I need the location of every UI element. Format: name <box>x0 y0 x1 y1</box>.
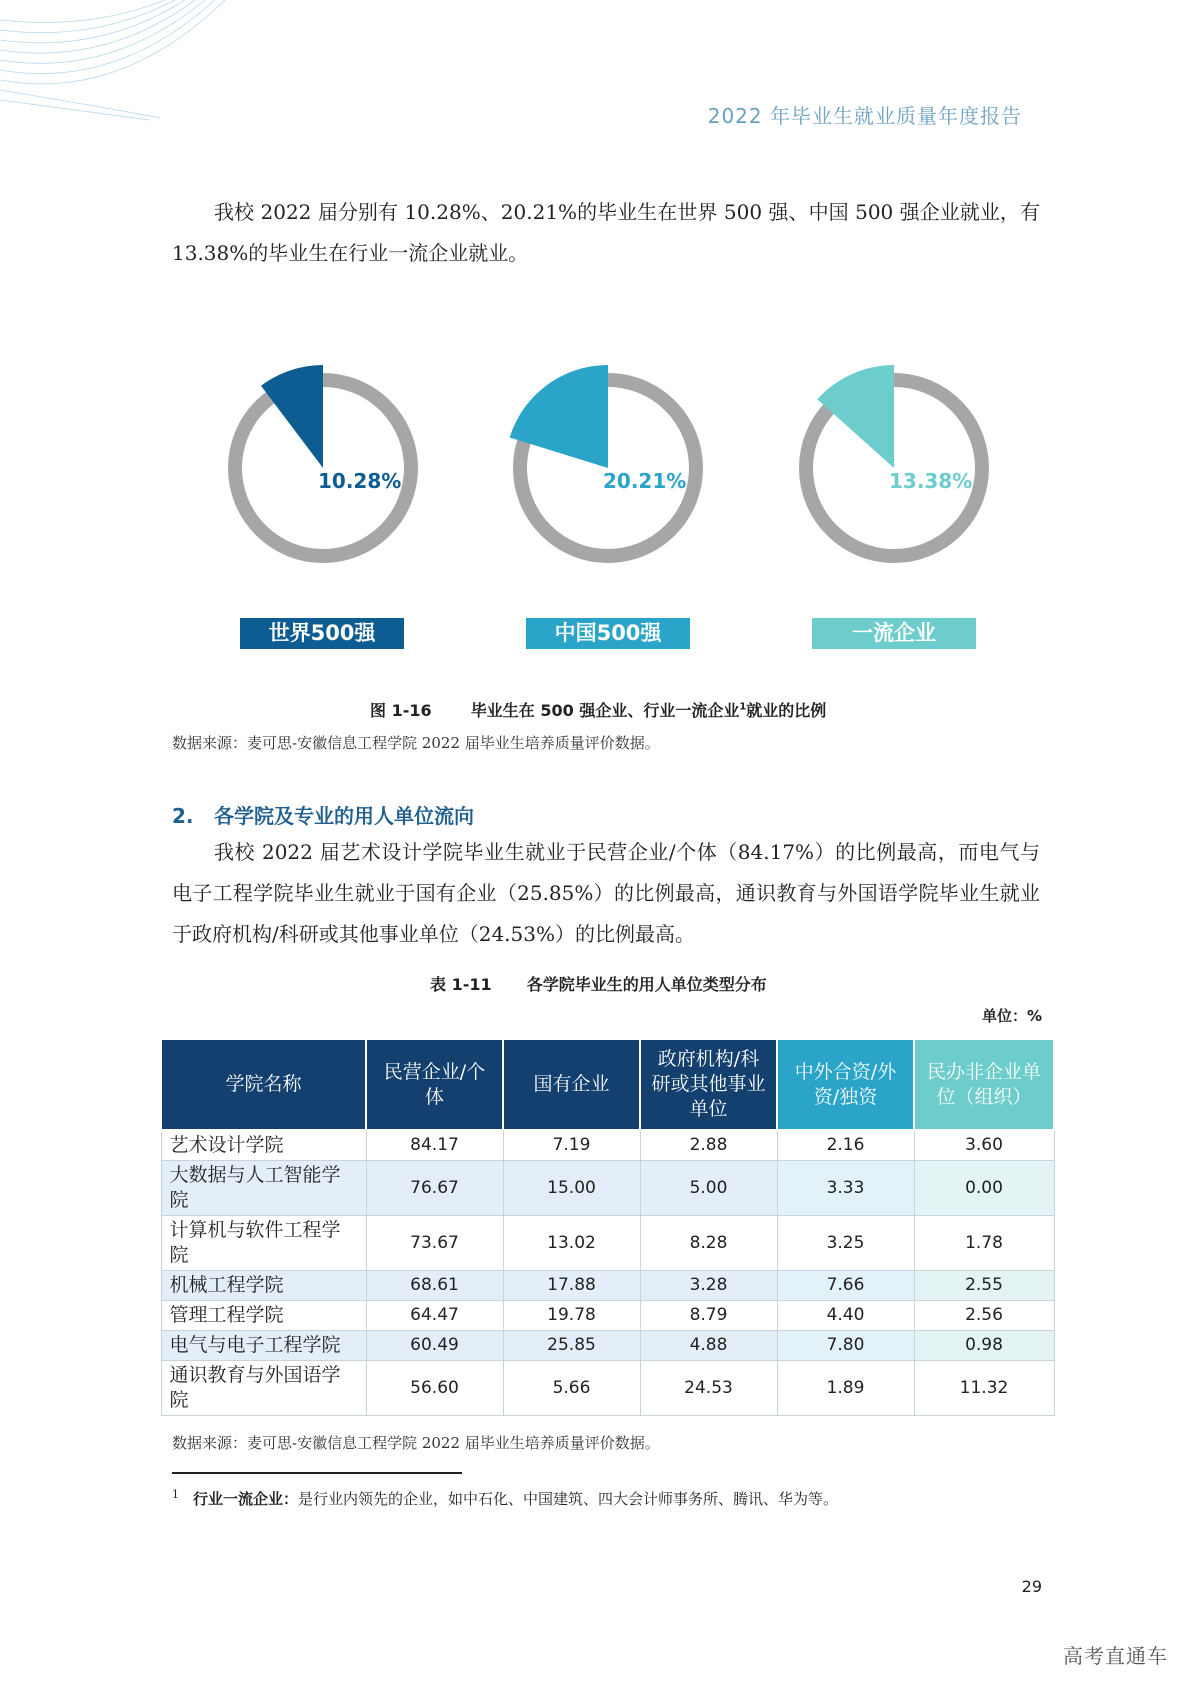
cell-value: 0.00 <box>914 1161 1054 1216</box>
cell-value: 2.56 <box>914 1301 1054 1331</box>
cell-value: 68.61 <box>366 1271 503 1301</box>
watermark: 高考直通车 <box>1063 1644 1168 1668</box>
col-header-college: 学院名称 <box>161 1039 366 1130</box>
cell-value: 11.32 <box>914 1361 1054 1416</box>
cell-value: 56.60 <box>366 1361 503 1416</box>
donut-chart-world500 <box>220 365 426 571</box>
cell-value: 13.02 <box>503 1216 640 1271</box>
cell-college-name: 艺术设计学院 <box>161 1130 366 1161</box>
cell-college-name: 通识教育与外国语学院 <box>161 1361 366 1416</box>
cell-value: 24.53 <box>640 1361 777 1416</box>
table-row <box>161 1301 1054 1331</box>
cell-value: 8.28 <box>640 1216 777 1271</box>
table-caption: 表 1-11 各学院毕业生的用人单位类型分布 <box>430 975 767 994</box>
donut-label-china500: 中国500强 <box>526 618 690 649</box>
section-heading: 2. 各学院及专业的用人单位流向 <box>172 804 474 828</box>
table-body <box>161 1130 1054 1416</box>
report-header-title: 2022 年毕业生就业质量年度报告 <box>707 104 1022 128</box>
donut-svg <box>505 365 711 571</box>
cell-value: 8.79 <box>640 1301 777 1331</box>
footnote: $^1$ 行业一流企业：是行业内领先的企业，如中石化、中国建筑、四大会计师事务所、腾讯、华为等。 <box>172 1488 839 1508</box>
donut-slice <box>261 365 323 468</box>
cell-value: 3.28 <box>640 1271 777 1301</box>
cell-value: 2.55 <box>914 1271 1054 1301</box>
cell-value: 5.00 <box>640 1161 777 1216</box>
cell-value: 3.60 <box>914 1130 1054 1161</box>
col-header-foreign: 中外合资/外资/独资 <box>777 1039 914 1130</box>
table-unit: 单位：% <box>981 1007 1042 1025</box>
table-row <box>161 1161 1054 1216</box>
footnote-divider <box>172 1472 462 1474</box>
cell-value: 25.85 <box>503 1331 640 1361</box>
corner-decoration <box>0 0 230 130</box>
cell-value: 3.33 <box>777 1161 914 1216</box>
donut-value: 13.38% <box>889 469 973 493</box>
employer-type-table <box>160 1038 1055 1416</box>
donut-chart-china500 <box>505 365 711 571</box>
cell-college-name: 计算机与软件工程学院 <box>161 1216 366 1271</box>
cell-value: 73.67 <box>366 1216 503 1271</box>
donut-svg <box>791 365 997 571</box>
donut-label-world500: 世界500强 <box>240 618 404 649</box>
cell-value: 2.16 <box>777 1130 914 1161</box>
cell-value: 64.47 <box>366 1301 503 1331</box>
table-header-row <box>161 1039 1054 1130</box>
cell-value: 5.66 <box>503 1361 640 1416</box>
cell-value: 4.40 <box>777 1301 914 1331</box>
table-source: 数据来源：麦可思-安徽信息工程学院 2022 届毕业生培养质量评价数据。 <box>172 1434 660 1452</box>
donut-label-top-enterprise: 一流企业 <box>812 618 976 649</box>
cell-value: 4.88 <box>640 1331 777 1361</box>
cell-value: 3.25 <box>777 1216 914 1271</box>
intro-paragraph: 我校 2022 届分别有 10.28%、20.21%的毕业生在世界 500 强、中国 500 强企业就业，有 13.38%的毕业生在行业一流企业就业。 <box>172 200 1040 265</box>
cell-value: 7.80 <box>777 1331 914 1361</box>
table-row <box>161 1271 1054 1301</box>
table-row <box>161 1216 1054 1271</box>
table-row <box>161 1130 1054 1161</box>
cell-college-name: 大数据与人工智能学院 <box>161 1161 366 1216</box>
cell-value: 0.98 <box>914 1331 1054 1361</box>
cell-value: 2.88 <box>640 1130 777 1161</box>
cell-value: 84.17 <box>366 1130 503 1161</box>
figure-caption: 图 1-16 毕业生在 500 强企业、行业一流企业$^1$就业的比例 <box>370 701 827 720</box>
cell-value: 19.78 <box>503 1301 640 1331</box>
figure-source: 数据来源：麦可思-安徽信息工程学院 2022 届毕业生培养质量评价数据。 <box>172 734 660 752</box>
col-header-private: 民营企业/个体 <box>366 1039 503 1130</box>
donut-value: 20.21% <box>603 469 687 493</box>
donut-chart-top-enterprise <box>791 365 997 571</box>
cell-value: 1.89 <box>777 1361 914 1416</box>
donut-value: 10.28% <box>318 469 402 493</box>
cell-value: 76.67 <box>366 1161 503 1216</box>
cell-value: 7.19 <box>503 1130 640 1161</box>
cell-college-name: 电气与电子工程学院 <box>161 1331 366 1361</box>
col-header-government: 政府机构/科研或其他事业单位 <box>640 1039 777 1130</box>
cell-value: 1.78 <box>914 1216 1054 1271</box>
cell-value: 17.88 <box>503 1271 640 1301</box>
col-header-non-enterprise: 民办非企业单位（组织） <box>914 1039 1054 1130</box>
section-paragraph: 我校 2022 届艺术设计学院毕业生就业于民营企业/个体（84.17%）的比例最高，而电气与电子工程学院毕业生就业于国有企业（25.85%）的比例最高，通识教育与外国语学院毕业生就业于政府机构/科研或其他事业单位（24.53%）的比例最高。 <box>172 840 1040 946</box>
donut-svg <box>220 365 426 571</box>
cell-college-name: 机械工程学院 <box>161 1271 366 1301</box>
page-number: 29 <box>1021 1577 1042 1596</box>
cell-value: 60.49 <box>366 1331 503 1361</box>
cell-college-name: 管理工程学院 <box>161 1301 366 1331</box>
table-row <box>161 1331 1054 1361</box>
table-row <box>161 1361 1054 1416</box>
col-header-state-owned: 国有企业 <box>503 1039 640 1130</box>
cell-value: 15.00 <box>503 1161 640 1216</box>
cell-value: 7.66 <box>777 1271 914 1301</box>
